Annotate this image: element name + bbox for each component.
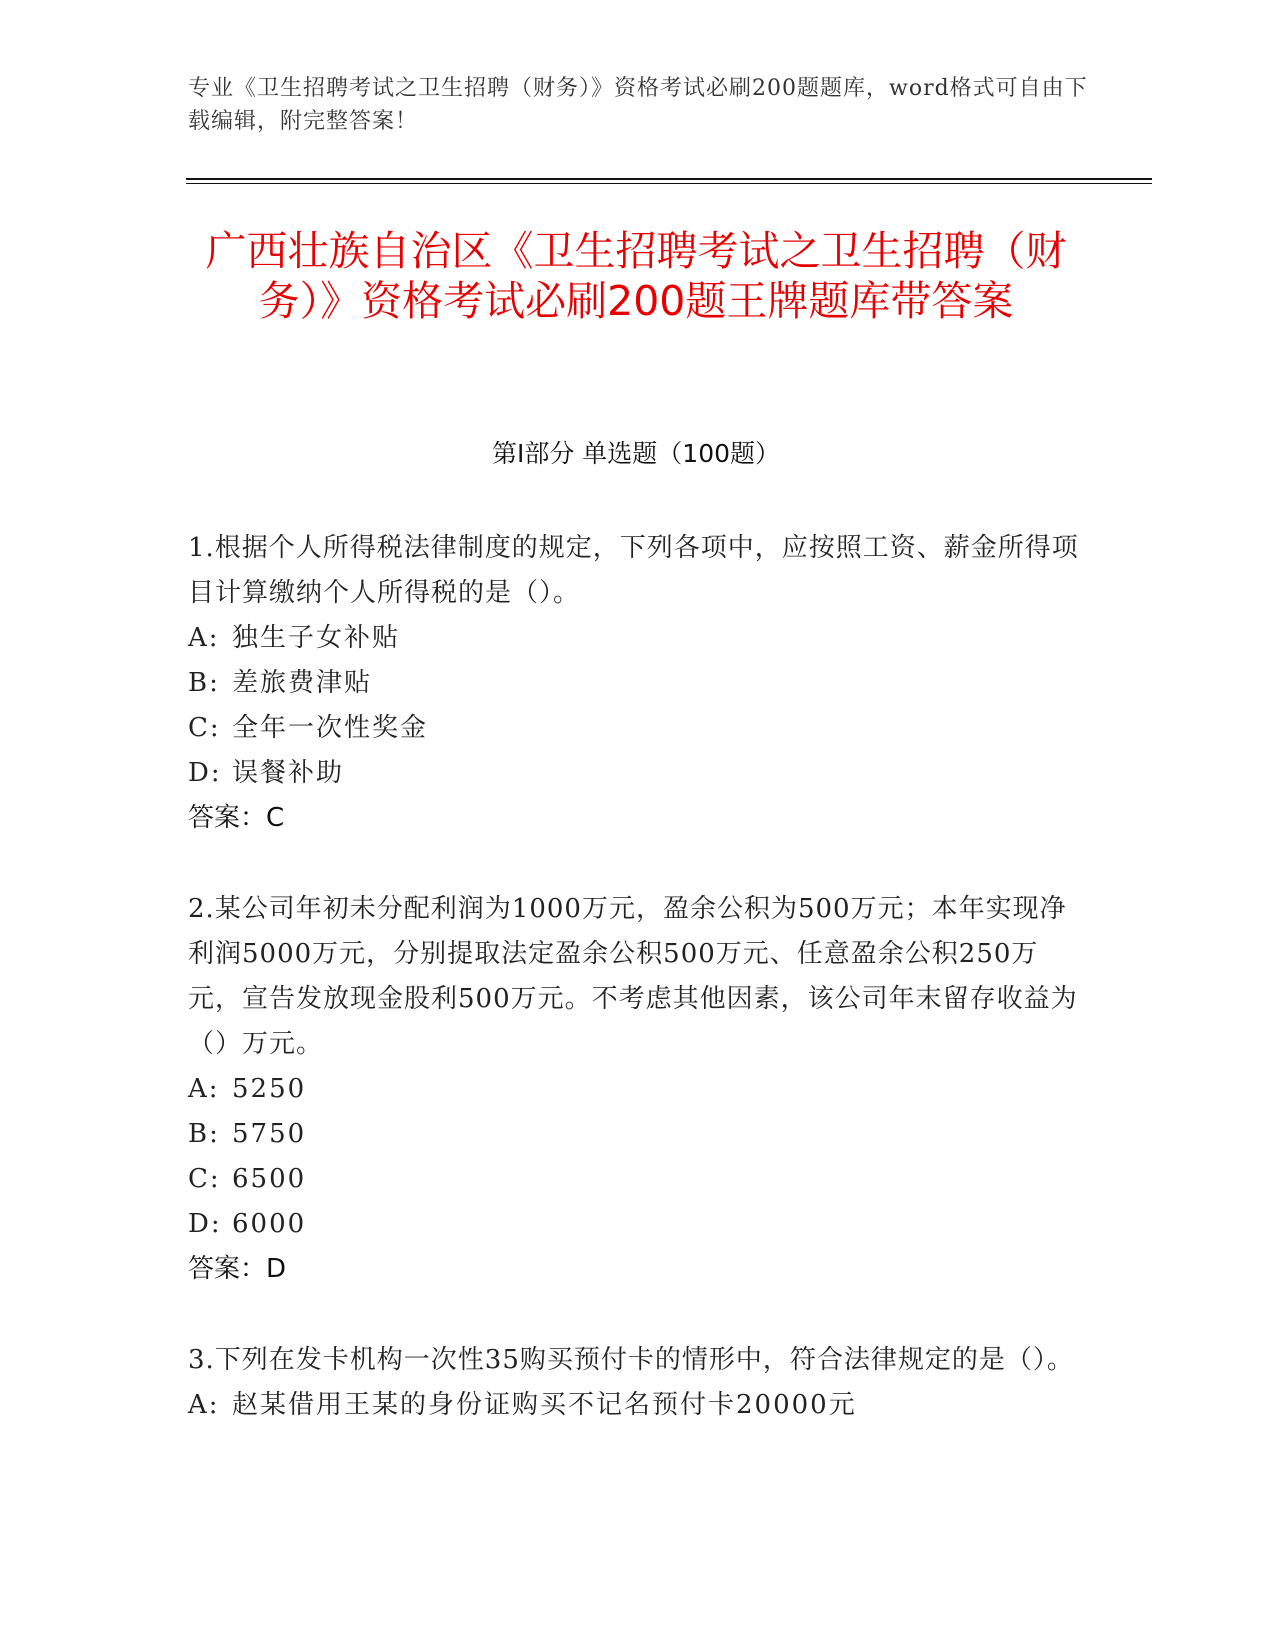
option-b <box>188 661 1088 706</box>
option-text: 6000 <box>232 1209 307 1239</box>
answer-line: 答案：C <box>188 803 285 833</box>
option-key: B: <box>188 668 220 698</box>
option-text: 5250 <box>232 1074 307 1104</box>
question-2 <box>188 887 1088 1292</box>
option-key: D: <box>188 758 222 788</box>
question-stem: 1.根据个人所得税法律制度的规定，下列各项中，应按照工资、薪金所得项目计算缴纳个人所得税的是（）。 <box>188 533 1079 608</box>
option-text: 独生子女补贴 <box>232 623 401 653</box>
option-d <box>188 1202 1088 1247</box>
question-3 <box>188 1338 1088 1428</box>
option-a <box>188 616 1088 661</box>
option-key: B: <box>188 1119 220 1149</box>
option-d <box>188 751 1088 796</box>
option-c <box>188 1157 1088 1202</box>
option-text: 赵某借用王某的身份证购买不记名预付卡20000元 <box>232 1390 857 1420</box>
document-title: 广西壮族自治区《卫生招聘考试之卫生招聘（财务）》资格考试必刷200题王牌题库带答案 <box>205 227 1067 325</box>
option-key: A: <box>188 1390 220 1420</box>
option-key: C: <box>188 713 221 743</box>
option-a <box>188 1383 1088 1428</box>
option-c <box>188 706 1088 751</box>
option-b <box>188 1112 1088 1157</box>
question-stem: 2.某公司年初未分配利润为1000万元，盈余公积为500万元；本年实现净利润5000万元，分别提取法定盈余公积500万元、任意盈余公积250万元，宣告发放现金股利500万元。不考虑其他因素，该公司年末留存收益为（）万元。 <box>188 894 1078 1059</box>
option-text: 误餐补助 <box>232 758 345 788</box>
option-text: 差旅费津贴 <box>232 668 373 698</box>
option-key: D: <box>188 1209 222 1239</box>
option-key: C: <box>188 1164 221 1194</box>
option-key: A: <box>188 623 220 653</box>
header-divider-thick <box>186 178 1152 180</box>
answer-line: 答案：D <box>188 1254 287 1284</box>
option-text: 全年一次性奖金 <box>232 713 429 743</box>
option-key: A: <box>188 1074 220 1104</box>
question-1 <box>188 526 1088 841</box>
option-text: 6500 <box>232 1164 307 1194</box>
question-list <box>188 526 1088 1474</box>
header-divider-thin <box>186 183 1152 184</box>
option-a <box>188 1067 1088 1112</box>
section-title: 第Ⅰ部分 单选题（100题） <box>491 439 781 468</box>
header-note: 专业《卫生招聘考试之卫生招聘（财务）》资格考试必刷200题题库，word格式可自由下载编辑，附完整答案！ <box>188 76 1088 134</box>
option-text: 5750 <box>232 1119 307 1149</box>
question-stem: 3.下列在发卡机构一次性35购买预付卡的情形中，符合法律规定的是（）。 <box>188 1345 1074 1375</box>
